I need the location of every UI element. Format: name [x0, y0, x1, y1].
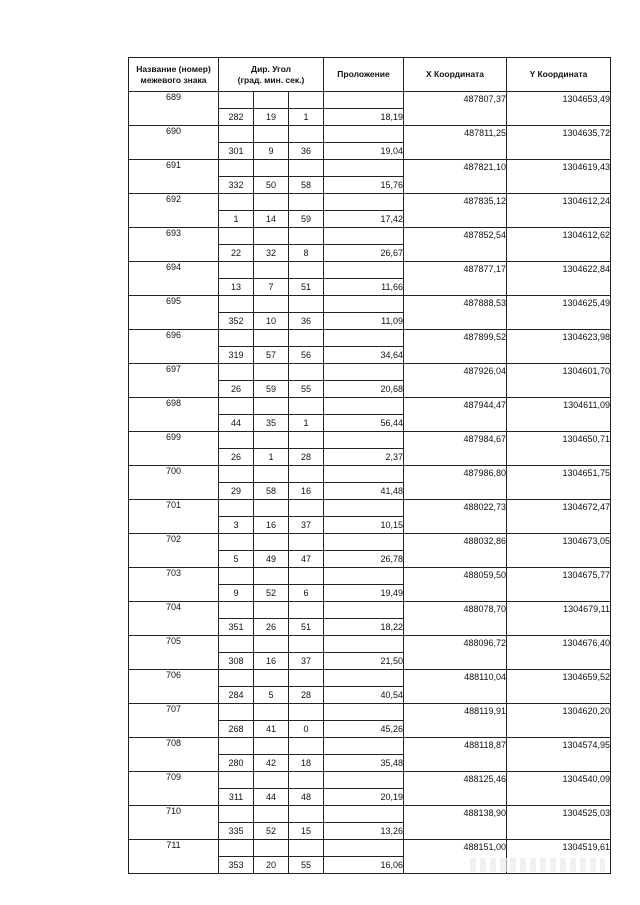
- x-coordinate-cell: 487986,80: [404, 466, 507, 500]
- segment-length-cell: 17,42: [324, 211, 404, 228]
- empty-cell: [254, 126, 289, 143]
- y-coordinate-cell: 1304540,09: [507, 772, 611, 806]
- y-coordinate-cell: 1304635,72: [507, 126, 611, 160]
- x-coordinate-cell: 488096,72: [404, 636, 507, 670]
- table-body: [129, 92, 611, 874]
- angle-degrees-cell: 22: [219, 245, 254, 262]
- point-row: [129, 160, 611, 177]
- empty-cell: [289, 126, 324, 143]
- empty-cell: [289, 738, 324, 755]
- x-coordinate-cell: 488138,90: [404, 806, 507, 840]
- empty-cell: [324, 126, 404, 143]
- y-coordinate-cell: 1304672,47: [507, 500, 611, 534]
- angle-degrees-cell: 280: [219, 755, 254, 772]
- angle-minutes-cell: 26: [254, 619, 289, 636]
- y-coordinate-cell: 1304619,43: [507, 160, 611, 194]
- mark-name-cell: 705: [129, 636, 219, 670]
- empty-cell: [289, 194, 324, 211]
- x-coordinate-cell: 487899,52: [404, 330, 507, 364]
- y-coordinate-cell: 1304525,03: [507, 806, 611, 840]
- empty-cell: [219, 126, 254, 143]
- angle-seconds-cell: 36: [289, 313, 324, 330]
- empty-cell: [324, 704, 404, 721]
- empty-cell: [324, 636, 404, 653]
- segment-length-cell: 13,26: [324, 823, 404, 840]
- y-coordinate-cell: 1304673,05: [507, 534, 611, 568]
- empty-cell: [289, 432, 324, 449]
- angle-seconds-cell: 56: [289, 347, 324, 364]
- empty-cell: [324, 160, 404, 177]
- empty-cell: [254, 670, 289, 687]
- angle-degrees-cell: 29: [219, 483, 254, 500]
- empty-cell: [219, 296, 254, 313]
- empty-cell: [219, 840, 254, 857]
- empty-cell: [324, 92, 404, 109]
- y-coordinate-cell: 1304601,70: [507, 364, 611, 398]
- mark-name-cell: 702: [129, 534, 219, 568]
- empty-cell: [254, 738, 289, 755]
- mark-name-cell: 699: [129, 432, 219, 466]
- angle-degrees-cell: 44: [219, 415, 254, 432]
- angle-seconds-cell: 8: [289, 245, 324, 262]
- empty-cell: [219, 92, 254, 109]
- angle-seconds-cell: 36: [289, 143, 324, 160]
- angle-seconds-cell: 6: [289, 585, 324, 602]
- empty-cell: [289, 398, 324, 415]
- segment-length-cell: 18,19: [324, 109, 404, 126]
- angle-minutes-cell: 32: [254, 245, 289, 262]
- mark-name-cell: 708: [129, 738, 219, 772]
- y-coordinate-cell: 1304611,09: [507, 398, 611, 432]
- segment-length-cell: 34,64: [324, 347, 404, 364]
- angle-degrees-cell: 268: [219, 721, 254, 738]
- empty-cell: [219, 806, 254, 823]
- empty-cell: [289, 772, 324, 789]
- point-row: [129, 534, 611, 551]
- x-coordinate-cell: 488119,91: [404, 704, 507, 738]
- empty-cell: [254, 772, 289, 789]
- empty-cell: [289, 92, 324, 109]
- mark-name-cell: 692: [129, 194, 219, 228]
- y-coordinate-cell: 1304651,75: [507, 466, 611, 500]
- segment-length-cell: 45,26: [324, 721, 404, 738]
- point-row: [129, 432, 611, 449]
- empty-cell: [254, 262, 289, 279]
- angle-seconds-cell: 51: [289, 279, 324, 296]
- empty-cell: [324, 432, 404, 449]
- empty-cell: [289, 636, 324, 653]
- y-coordinate-cell: 1304675,77: [507, 568, 611, 602]
- angle-seconds-cell: 0: [289, 721, 324, 738]
- angle-minutes-cell: 50: [254, 177, 289, 194]
- mark-name-cell: 690: [129, 126, 219, 160]
- segment-length-cell: 26,67: [324, 245, 404, 262]
- empty-cell: [254, 568, 289, 585]
- angle-seconds-cell: 55: [289, 857, 324, 874]
- faint-stamp-mark: [470, 858, 605, 872]
- angle-minutes-cell: 19: [254, 109, 289, 126]
- mark-name-cell: 695: [129, 296, 219, 330]
- segment-length-cell: 19,04: [324, 143, 404, 160]
- mark-name-cell: 709: [129, 772, 219, 806]
- angle-seconds-cell: 47: [289, 551, 324, 568]
- x-coordinate-cell: 488118,87: [404, 738, 507, 772]
- empty-cell: [219, 738, 254, 755]
- point-row: [129, 466, 611, 483]
- angle-degrees-cell: 319: [219, 347, 254, 364]
- empty-cell: [219, 704, 254, 721]
- angle-minutes-cell: 52: [254, 823, 289, 840]
- empty-cell: [219, 262, 254, 279]
- mark-name-cell: 696: [129, 330, 219, 364]
- mark-name-cell: 711: [129, 840, 219, 874]
- empty-cell: [324, 602, 404, 619]
- empty-cell: [219, 568, 254, 585]
- angle-minutes-cell: 41: [254, 721, 289, 738]
- empty-cell: [289, 534, 324, 551]
- angle-minutes-cell: 58: [254, 483, 289, 500]
- angle-minutes-cell: 52: [254, 585, 289, 602]
- angle-minutes-cell: 49: [254, 551, 289, 568]
- empty-cell: [324, 466, 404, 483]
- header-angle: Дир. Угол (град. мин. сек.): [219, 58, 324, 92]
- point-row: [129, 92, 611, 109]
- angle-seconds-cell: 1: [289, 415, 324, 432]
- empty-cell: [219, 636, 254, 653]
- empty-cell: [324, 228, 404, 245]
- angle-minutes-cell: 14: [254, 211, 289, 228]
- y-coordinate-cell: 1304650,71: [507, 432, 611, 466]
- header-y: Y Координата: [507, 58, 611, 92]
- segment-length-cell: 20,19: [324, 789, 404, 806]
- empty-cell: [324, 772, 404, 789]
- empty-cell: [289, 500, 324, 517]
- empty-cell: [219, 364, 254, 381]
- y-coordinate-cell: 1304625,49: [507, 296, 611, 330]
- x-coordinate-cell: 488110,04: [404, 670, 507, 704]
- mark-name-cell: 697: [129, 364, 219, 398]
- segment-length-cell: 15,76: [324, 177, 404, 194]
- empty-cell: [324, 738, 404, 755]
- empty-cell: [254, 92, 289, 109]
- empty-cell: [254, 398, 289, 415]
- empty-cell: [289, 296, 324, 313]
- point-row: [129, 636, 611, 653]
- y-coordinate-cell: 1304679,11: [507, 602, 611, 636]
- angle-seconds-cell: 28: [289, 449, 324, 466]
- x-coordinate-cell: 487877,17: [404, 262, 507, 296]
- empty-cell: [324, 806, 404, 823]
- empty-cell: [254, 194, 289, 211]
- empty-cell: [324, 840, 404, 857]
- x-coordinate-cell: 487926,04: [404, 364, 507, 398]
- angle-minutes-cell: 7: [254, 279, 289, 296]
- empty-cell: [324, 398, 404, 415]
- mark-name-cell: 704: [129, 602, 219, 636]
- empty-cell: [289, 704, 324, 721]
- point-row: [129, 330, 611, 347]
- mark-name-cell: 693: [129, 228, 219, 262]
- angle-seconds-cell: 48: [289, 789, 324, 806]
- y-coordinate-cell: 1304623,98: [507, 330, 611, 364]
- segment-length-cell: 18,22: [324, 619, 404, 636]
- angle-minutes-cell: 10: [254, 313, 289, 330]
- angle-minutes-cell: 16: [254, 517, 289, 534]
- segment-length-cell: 11,09: [324, 313, 404, 330]
- segment-length-cell: 41,48: [324, 483, 404, 500]
- x-coordinate-cell: 487984,67: [404, 432, 507, 466]
- point-row: [129, 840, 611, 857]
- empty-cell: [254, 364, 289, 381]
- empty-cell: [254, 704, 289, 721]
- mark-name-cell: 707: [129, 704, 219, 738]
- point-row: [129, 738, 611, 755]
- empty-cell: [254, 466, 289, 483]
- x-coordinate-cell: 488032,86: [404, 534, 507, 568]
- mark-name-cell: 701: [129, 500, 219, 534]
- y-coordinate-cell: 1304653,49: [507, 92, 611, 126]
- point-row: [129, 704, 611, 721]
- y-coordinate-cell: 1304612,62: [507, 228, 611, 262]
- empty-cell: [254, 160, 289, 177]
- angle-degrees-cell: 335: [219, 823, 254, 840]
- angle-degrees-cell: 5: [219, 551, 254, 568]
- y-coordinate-cell: 1304612,24: [507, 194, 611, 228]
- empty-cell: [289, 330, 324, 347]
- mark-name-cell: 689: [129, 92, 219, 126]
- angle-seconds-cell: 16: [289, 483, 324, 500]
- empty-cell: [254, 840, 289, 857]
- y-coordinate-cell: 1304622,84: [507, 262, 611, 296]
- segment-length-cell: 16,06: [324, 857, 404, 874]
- angle-minutes-cell: 42: [254, 755, 289, 772]
- empty-cell: [219, 330, 254, 347]
- angle-seconds-cell: 15: [289, 823, 324, 840]
- angle-degrees-cell: 353: [219, 857, 254, 874]
- empty-cell: [289, 262, 324, 279]
- angle-minutes-cell: 57: [254, 347, 289, 364]
- point-row: [129, 262, 611, 279]
- empty-cell: [289, 670, 324, 687]
- empty-cell: [324, 534, 404, 551]
- mark-name-cell: 700: [129, 466, 219, 500]
- segment-length-cell: 11,66: [324, 279, 404, 296]
- point-row: [129, 126, 611, 143]
- angle-degrees-cell: 308: [219, 653, 254, 670]
- x-coordinate-cell: 488022,73: [404, 500, 507, 534]
- empty-cell: [254, 330, 289, 347]
- mark-name-cell: 710: [129, 806, 219, 840]
- mark-name-cell: 691: [129, 160, 219, 194]
- x-coordinate-cell: 488059,50: [404, 568, 507, 602]
- point-row: [129, 296, 611, 313]
- empty-cell: [254, 296, 289, 313]
- x-coordinate-cell: 487852,54: [404, 228, 507, 262]
- angle-minutes-cell: 9: [254, 143, 289, 160]
- empty-cell: [219, 772, 254, 789]
- mark-name-cell: 694: [129, 262, 219, 296]
- x-coordinate-cell: 487835,12: [404, 194, 507, 228]
- y-coordinate-cell: 1304574,95: [507, 738, 611, 772]
- empty-cell: [289, 806, 324, 823]
- empty-cell: [219, 160, 254, 177]
- segment-length-cell: 21,50: [324, 653, 404, 670]
- angle-degrees-cell: 301: [219, 143, 254, 160]
- angle-minutes-cell: 1: [254, 449, 289, 466]
- point-row: [129, 602, 611, 619]
- header-length: Проложение: [324, 58, 404, 92]
- angle-seconds-cell: 37: [289, 517, 324, 534]
- y-coordinate-cell: 1304519,61: [507, 840, 611, 874]
- angle-degrees-cell: 3: [219, 517, 254, 534]
- empty-cell: [219, 602, 254, 619]
- angle-seconds-cell: 51: [289, 619, 324, 636]
- x-coordinate-cell: 487807,37: [404, 92, 507, 126]
- y-coordinate-cell: 1304676,40: [507, 636, 611, 670]
- empty-cell: [324, 296, 404, 313]
- empty-cell: [219, 500, 254, 517]
- segment-length-cell: 10,15: [324, 517, 404, 534]
- x-coordinate-cell: 487811,25: [404, 126, 507, 160]
- angle-degrees-cell: 311: [219, 789, 254, 806]
- empty-cell: [324, 500, 404, 517]
- angle-seconds-cell: 37: [289, 653, 324, 670]
- angle-seconds-cell: 58: [289, 177, 324, 194]
- empty-cell: [219, 466, 254, 483]
- angle-degrees-cell: 352: [219, 313, 254, 330]
- empty-cell: [324, 364, 404, 381]
- x-coordinate-cell: 488125,46: [404, 772, 507, 806]
- segment-length-cell: 2,37: [324, 449, 404, 466]
- angle-minutes-cell: 59: [254, 381, 289, 398]
- empty-cell: [324, 262, 404, 279]
- segment-length-cell: 19,49: [324, 585, 404, 602]
- y-coordinate-cell: 1304659,52: [507, 670, 611, 704]
- angle-seconds-cell: 59: [289, 211, 324, 228]
- empty-cell: [289, 228, 324, 245]
- point-row: [129, 364, 611, 381]
- empty-cell: [254, 602, 289, 619]
- empty-cell: [219, 534, 254, 551]
- boundary-marks-table: [128, 57, 611, 874]
- angle-minutes-cell: 20: [254, 857, 289, 874]
- empty-cell: [219, 432, 254, 449]
- angle-degrees-cell: 26: [219, 449, 254, 466]
- header-row: [129, 58, 611, 92]
- header-name: Название (номер) межевого знака: [129, 58, 219, 92]
- empty-cell: [289, 568, 324, 585]
- segment-length-cell: 35,48: [324, 755, 404, 772]
- empty-cell: [289, 466, 324, 483]
- angle-degrees-cell: 282: [219, 109, 254, 126]
- segment-length-cell: 56,44: [324, 415, 404, 432]
- empty-cell: [289, 160, 324, 177]
- angle-seconds-cell: 28: [289, 687, 324, 704]
- angle-seconds-cell: 18: [289, 755, 324, 772]
- point-row: [129, 568, 611, 585]
- x-coordinate-cell: 488078,70: [404, 602, 507, 636]
- empty-cell: [324, 670, 404, 687]
- angle-seconds-cell: 55: [289, 381, 324, 398]
- angle-minutes-cell: 35: [254, 415, 289, 432]
- empty-cell: [219, 670, 254, 687]
- angle-minutes-cell: 44: [254, 789, 289, 806]
- empty-cell: [254, 636, 289, 653]
- angle-degrees-cell: 332: [219, 177, 254, 194]
- empty-cell: [289, 840, 324, 857]
- header-x: X Координата: [404, 58, 507, 92]
- angle-degrees-cell: 26: [219, 381, 254, 398]
- empty-cell: [254, 534, 289, 551]
- angle-degrees-cell: 284: [219, 687, 254, 704]
- empty-cell: [219, 398, 254, 415]
- point-row: [129, 398, 611, 415]
- empty-cell: [254, 500, 289, 517]
- mark-name-cell: 703: [129, 568, 219, 602]
- segment-length-cell: 20,68: [324, 381, 404, 398]
- segment-length-cell: 26,78: [324, 551, 404, 568]
- point-row: [129, 806, 611, 823]
- empty-cell: [289, 602, 324, 619]
- empty-cell: [219, 194, 254, 211]
- empty-cell: [254, 432, 289, 449]
- x-coordinate-cell: 487944,47: [404, 398, 507, 432]
- empty-cell: [219, 228, 254, 245]
- angle-degrees-cell: 351: [219, 619, 254, 636]
- point-row: [129, 670, 611, 687]
- empty-cell: [324, 568, 404, 585]
- empty-cell: [254, 806, 289, 823]
- angle-degrees-cell: 1: [219, 211, 254, 228]
- y-coordinate-cell: 1304620,20: [507, 704, 611, 738]
- x-coordinate-cell: 488151,00: [404, 840, 507, 874]
- mark-name-cell: 706: [129, 670, 219, 704]
- angle-degrees-cell: 13: [219, 279, 254, 296]
- empty-cell: [289, 364, 324, 381]
- point-row: [129, 500, 611, 517]
- angle-minutes-cell: 5: [254, 687, 289, 704]
- x-coordinate-cell: 487888,53: [404, 296, 507, 330]
- angle-degrees-cell: 9: [219, 585, 254, 602]
- empty-cell: [324, 330, 404, 347]
- empty-cell: [254, 228, 289, 245]
- angle-minutes-cell: 16: [254, 653, 289, 670]
- point-row: [129, 194, 611, 211]
- x-coordinate-cell: 487821,10: [404, 160, 507, 194]
- segment-length-cell: 40,54: [324, 687, 404, 704]
- mark-name-cell: 698: [129, 398, 219, 432]
- point-row: [129, 228, 611, 245]
- empty-cell: [324, 194, 404, 211]
- angle-seconds-cell: 1: [289, 109, 324, 126]
- point-row: [129, 772, 611, 789]
